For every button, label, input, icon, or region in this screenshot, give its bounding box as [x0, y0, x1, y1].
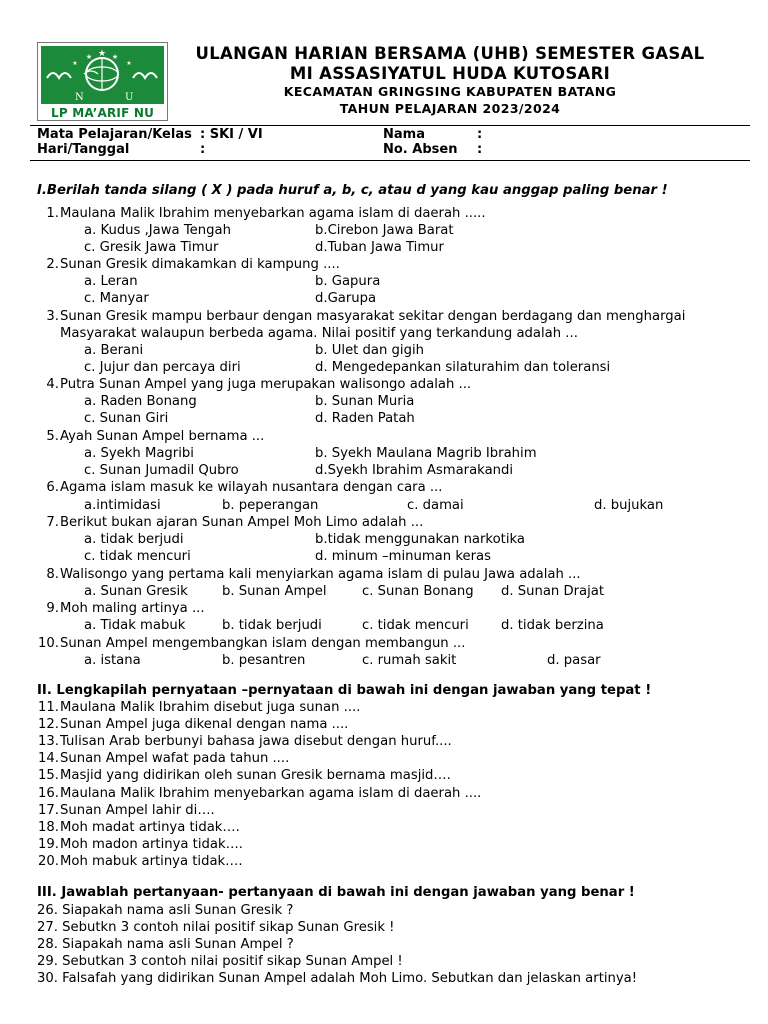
option-b: b. tidak berjudi [222, 618, 322, 633]
option-d: d. Mengedepankan silaturahim dan toleransi [315, 360, 611, 375]
option-d: d. Raden Patah [315, 411, 415, 426]
option-d: d.Garupa [315, 291, 377, 306]
option-a: a. Raden Bonang [84, 394, 197, 409]
option-c: c. tidak mencuri [362, 618, 469, 633]
item-number: 12. [38, 717, 59, 732]
school-name: MI ASSASIYATUL HUDA KUTOSARI [289, 64, 611, 83]
date-value: : [200, 142, 206, 157]
essay-question: 26. Siapakah nama asli Sunan Gresik ? [37, 903, 294, 918]
option-c: c. Gresik Jawa Timur [84, 240, 219, 255]
item-text: Maulana Malik Ibrahim disebut juga sunan .... [60, 700, 361, 715]
question-text: Berikut bukan ajaran Sunan Ampel Moh Limo adalah ... [60, 515, 424, 530]
question-number: 1. [46, 206, 59, 221]
academic-year: TAHUN PELAJARAN 2023/2024 [339, 101, 561, 116]
question-number: 7. [46, 515, 59, 530]
question-number: 8. [46, 567, 59, 582]
item-number: 17. [38, 803, 59, 818]
svg-text:★: ★ [85, 53, 93, 61]
item-number: 14. [38, 751, 59, 766]
option-a: a. Kudus ,Jawa Tengah [84, 223, 231, 238]
essay-question: 29. Sebutkan 3 contoh nilai positif sikap Sunan Ampel ! [37, 954, 403, 969]
essay-question: 30. Falsafah yang didirikan Sunan Ampel adalah Moh Limo. Sebutkan dan jelaskan artinya! [37, 971, 638, 986]
question-text: Maulana Malik Ibrahim menyebarkan agama islam di daerah ..... [60, 206, 486, 221]
svg-text:★: ★ [72, 60, 78, 67]
date-label: Hari/Tanggal [37, 142, 130, 157]
section2-instruction: II. Lengkapilah pernyataan –pernyataan di bawah ini dengan jawaban yang tepat ! [37, 683, 652, 698]
option-a: a.intimidasi [84, 498, 161, 513]
absen-value: : [477, 142, 483, 157]
option-a: a. Berani [84, 343, 144, 358]
item-text: Moh madat artinya tidak…. [60, 820, 240, 835]
option-d: d. bujukan [594, 498, 664, 513]
header-divider [30, 125, 750, 126]
item-number: 18. [38, 820, 59, 835]
section3-instruction: III. Jawablah pertanyaan- pertanyaan di bawah ini dengan jawaban yang benar ! [37, 885, 635, 900]
option-c: c. Sunan Bonang [362, 584, 474, 599]
svg-text:★: ★ [97, 49, 107, 59]
question-number: 4. [46, 377, 59, 392]
question-number: 5. [46, 429, 59, 444]
item-number: 11. [38, 700, 59, 715]
option-a: a. Syekh Magribi [84, 446, 194, 461]
nu-emblem-icon [41, 46, 164, 104]
option-d: d. tidak berzina [501, 618, 604, 633]
option-a: a. tidak berjudi [84, 532, 184, 547]
item-text: Sunan Ampel wafat pada tahun .... [60, 751, 290, 766]
item-text: Moh madon artinya tidak…. [60, 837, 243, 852]
option-c: c. tidak mencuri [84, 549, 191, 564]
logo-label: LP MA’ARIF NU [50, 106, 155, 120]
option-b: b. Sunan Ampel [222, 584, 327, 599]
question-text: Sunan Gresik mampu berbaur dengan masyarakat sekitar dengan berdagang dan menghargai [60, 309, 686, 324]
question-text: Sunan Ampel mengembangkan islam dengan membangun ... [60, 636, 466, 651]
option-c: c. Sunan Jumadil Qubro [84, 463, 239, 478]
name-value: : [477, 127, 483, 142]
item-text: Maulana Malik Ibrahim menyebarkan agama islam di daerah .... [60, 786, 482, 801]
option-c: c. rumah sakit [362, 653, 457, 668]
lp-maarif-nu-logo [37, 42, 168, 121]
item-number: 15. [38, 768, 59, 783]
svg-text:★: ★ [111, 53, 119, 61]
question-number: 6. [46, 480, 59, 495]
item-text: Tulisan Arab berbunyi bahasa jawa disebut dengan huruf.... [60, 734, 452, 749]
subject-label: Mata Pelajaran/Kelas [37, 127, 192, 142]
item-number: 19. [38, 837, 59, 852]
item-text: Moh mabuk artinya tidak…. [60, 854, 243, 869]
option-b: b. Ulet dan gigih [315, 343, 424, 358]
svg-text:★: ★ [126, 60, 132, 67]
section1-instruction: I.Berilah tanda silang ( X ) pada huruf a, b, c, atau d yang kau anggap paling benar ! [37, 183, 668, 198]
district-name: KECAMATAN GRINGSING KABUPATEN BATANG [283, 84, 617, 99]
name-label: Nama [383, 127, 425, 142]
option-d: d.Tuban Jawa Timur [315, 240, 444, 255]
option-d: d. Sunan Drajat [501, 584, 605, 599]
option-c: c. Sunan Giri [84, 411, 169, 426]
option-b: b. pesantren [222, 653, 306, 668]
svg-text:U: U [125, 92, 134, 103]
info-divider [30, 160, 750, 161]
essay-question: 27. Sebutkn 3 contoh nilai positif sikap Sunan Gresik ! [37, 920, 395, 935]
option-b: b. peperangan [222, 498, 319, 513]
item-number: 16. [38, 786, 59, 801]
question-text: Putra Sunan Ampel yang juga merupakan walisongo adalah ... [60, 377, 472, 392]
option-a: a. Sunan Gresik [84, 584, 188, 599]
question-text: Moh maling artinya ... [60, 601, 205, 616]
item-text: Sunan Ampel juga dikenal dengan nama .... [60, 717, 349, 732]
item-number: 13. [38, 734, 59, 749]
option-a: a. istana [84, 653, 141, 668]
option-a: a. Tidak mabuk [84, 618, 186, 633]
option-b: b. Sunan Muria [315, 394, 415, 409]
option-a: a. Leran [84, 274, 138, 289]
question-text: Sunan Gresik dimakamkan di kampung .... [60, 257, 340, 272]
essay-question: 28. Siapakah nama asli Sunan Ampel ? [37, 937, 294, 952]
subject-value: : SKI / VI [200, 127, 263, 142]
option-d: d.Syekh Ibrahim Asmarakandi [315, 463, 514, 478]
absen-label: No. Absen [383, 142, 458, 157]
question-text: Ayah Sunan Ampel bernama ... [60, 429, 265, 444]
question-text: Agama islam masuk ke wilayah nusantara dengan cara ... [60, 480, 443, 495]
svg-text:N: N [75, 92, 84, 103]
option-b: b.Cirebon Jawa Barat [315, 223, 454, 238]
option-d: d. minum –minuman keras [315, 549, 491, 564]
question-number: 10. [38, 636, 59, 651]
option-c: c. damai [407, 498, 464, 513]
option-b: b.tidak menggunakan narkotika [315, 532, 525, 547]
question-text-continued: Masyarakat walaupun berbeda agama. Nilai positif yang terkandung adalah ... [60, 326, 578, 341]
item-number: 20. [38, 854, 59, 869]
option-d: d. pasar [547, 653, 601, 668]
question-number: 9. [46, 601, 59, 616]
item-text: Sunan Ampel lahir di…. [60, 803, 215, 818]
option-c: c. Jujur dan percaya diri [84, 360, 241, 375]
option-b: b. Gapura [315, 274, 381, 289]
question-number: 2. [46, 257, 59, 272]
option-c: c. Manyar [84, 291, 149, 306]
option-b: b. Syekh Maulana Magrib Ibrahim [315, 446, 537, 461]
question-text: Walisongo yang pertama kali menyiarkan agama islam di pulau Jawa adalah ... [60, 567, 581, 582]
question-number: 3. [46, 309, 59, 324]
item-text: Masjid yang didirikan oleh sunan Gresik bernama masjid…. [60, 768, 451, 783]
exam-title: ULANGAN HARIAN BERSAMA (UHB) SEMESTER GASAL [195, 44, 705, 63]
